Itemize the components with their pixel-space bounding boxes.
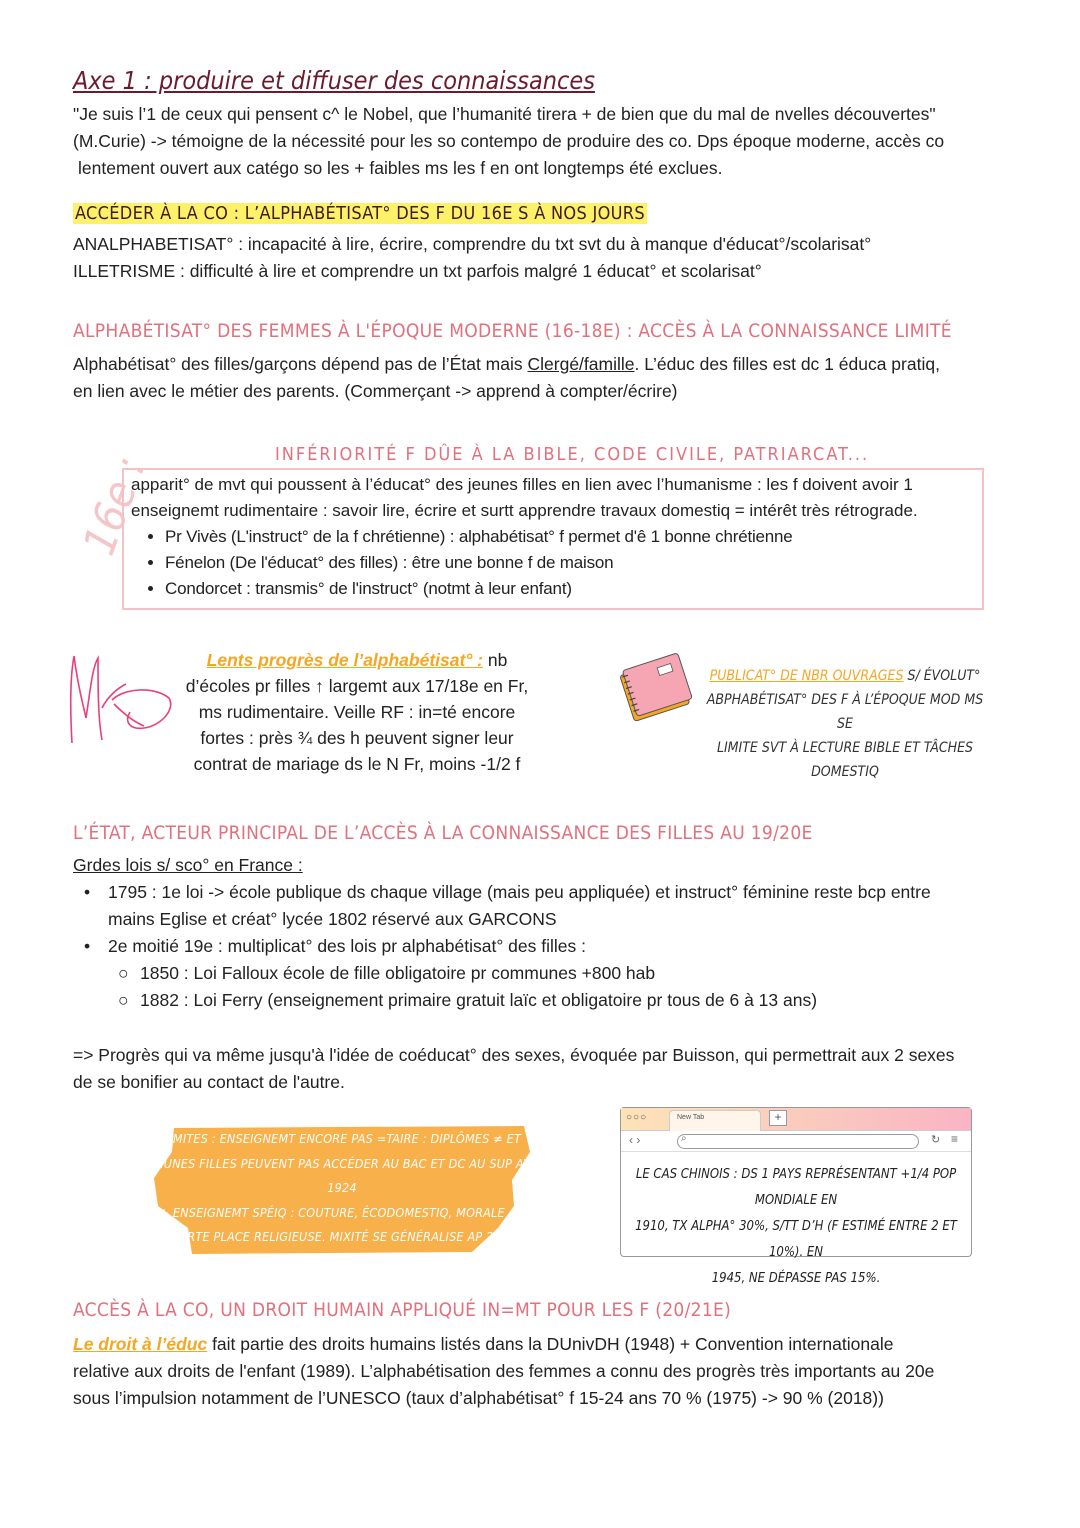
browser-tab-label: New Tab [677, 1114, 705, 1121]
progress-line: fortes : près ¾ des h peuvent signer leur [200, 728, 514, 748]
limits-line: LIMITES : ENSEIGNEMT ENCORE PAS =TAIRE : DIPLÔMES ≠ ET [162, 1131, 522, 1146]
law-19e: 2e moitié 19e : multiplicat° des lois pr alphabétisat° des filles : [108, 936, 586, 956]
clerge-famille-text: Clergé/famille [527, 354, 635, 374]
menu-icon: ≡ [951, 1132, 959, 1146]
list-item: • Condorcet : transmis° de l'instruct° (notmt à leur enfant) [165, 576, 981, 602]
century-side-label: 16e : [73, 449, 157, 562]
progress-first-line: Lents progrès de l’alphabétisat° : nb [206, 650, 508, 670]
section-heading-human-right: ACCÈS À LA CO, UN DROIT HUMAIN APPLIQUÉ IN=MT POUR LES F (20/21E) [73, 1299, 732, 1321]
section-heading-state: L’ÉTAT, ACTEUR PRINCIPAL DE L’ACCÈS À LA CONNAISSANCE DES FILLES AU 19/20E [73, 822, 813, 844]
box-line: apparit° de mvt qui poussent à l’éducat° des jeunes filles en lien avec l’humanisme : les f doivent avoir 1 [131, 475, 913, 494]
limits-line: FORTE PLACE RELIGIEUSE. MIXITÉ SE GÉNÉRALISE AP 2GM [171, 1229, 513, 1244]
intro-line: lentement ouvert aux catégo so les + faibles ms les f en ont longtemps été exclues. [78, 158, 723, 178]
modern-era-line: en lien avec le métier des parents. (Commerçant -> apprend à compter/écrire) [73, 381, 678, 401]
progress-line: d’écoles pr filles ↑ largemt aux 17/18e en Fr, [185, 676, 529, 696]
definition-illettrisme: ILLETRISME : difficulté à lire et comprendre un txt parfois malgré 1 éducat° et scolarisat° [73, 261, 762, 281]
laws-list: • 1795 : 1e loi -> école publique ds chaque village (mais peu appliquée) et instruct° féminine reste bcp entre mains Eglise et créat° lycée 1802 réservé aux GARCONS • 2e moitié 19e : multiplicat° des lois pr alphabétisat° des filles : ○ 1850 : Loi Falloux école de fille obligatoire pr communes +800 hab ○ 1882 : Loi Ferry (enseignement primaire gratuit laïc et obligatoire pr tous de 6 à 13 ans) [84, 879, 1044, 1014]
modern-era-paragraph [73, 351, 1033, 405]
inferiority-subheading: INFÉRIORITÉ F DÛE À LA BIBLE, CODE CIVILE, PATRIARCAT... [275, 444, 870, 465]
publications-note-line: LIMITE SVT À LECTURE BIBLE ET TÂCHES DOMESTIQ [716, 740, 974, 780]
notebook-icon [612, 655, 702, 725]
list-item: • Fénelon (De l'éducat° des filles) : être une bonne f de maison [165, 550, 981, 576]
definition-analphabetisation: ANALPHABETISAT° : incapacité à lire, écrire, comprendre du txt svt du à manque d'éducat°/scolarisat° [73, 234, 872, 254]
slow-progress-paragraph [172, 647, 542, 777]
window-controls-icon: ○○○ [626, 1112, 648, 1123]
list-item: • Pr Vivès (L'instruct° de la f chrétienne) : alphabétisat° f permet d'ê 1 bonne chrétienne [165, 524, 981, 550]
human-right-line: Le droit à l’éduc fait partie des droits humains listés dans la DUnivDH (1948) + Convention internationale [73, 1334, 894, 1354]
definitions [73, 231, 1033, 285]
law-1795-continued: mains Eglise et créat° lycée 1802 réservé aux GARCONS [108, 909, 557, 929]
coeducation-paragraph [73, 1042, 1033, 1096]
chinese-case-line: LE CAS CHINOIS : DS 1 PAYS REPRÉSENTANT +1/4 POP MONDIALE EN [635, 1167, 957, 1208]
progress-title: Lents progrès de l’alphabétisat° : [206, 650, 484, 670]
address-input [677, 1134, 919, 1149]
section-heading-modern-era: ALPHABÉTISAT° DES FEMMES À L'ÉPOQUE MODERNE (16-18E) : ACCÈS À LA CONNAISSANCE LIMITÉ [73, 320, 952, 342]
intro-line: "Je suis l’1 de ceux qui pensent c^ le Nobel, que l’humanité tirera + de bien que du mal de nvelles découvertes" [73, 104, 936, 124]
right-to-education-text: Le droit à l’éduc [73, 1334, 208, 1354]
search-icon: ⌕ [681, 1133, 687, 1144]
progress-line: ms rudimentaire. Veille RF : in=té encore [198, 702, 516, 722]
limits-text [152, 1127, 532, 1274]
signature-scribble [64, 648, 179, 748]
limits-line: + IN=TÉ COLONIALE (-10% POP LOCALES SCOLARISÉES [180, 1253, 504, 1269]
new-tab-button: + [769, 1110, 787, 1126]
limits-line: + ENSEIGNEMT SPÉIQ : COUTURE, ÉCODOMESTIQ, MORALE AC [159, 1204, 525, 1220]
law-ferry: 1882 : Loi Ferry (enseignement primaire gratuit laïc et obligatoire pr tous de 6 à 13 ans) [140, 990, 818, 1010]
box-line: enseignemt rudimentaire : savoir lire, écrire et surtt apprendre travaux domestiq = intérêt très rétrograde. [131, 501, 918, 520]
coeducation-line: => Progrès qui va même jusqu'à l'idée de coéducat° des sexes, évoquée par Buisson, qui permettrait aux 2 sexes [73, 1045, 955, 1065]
publications-note-line: ABPHABÉTISAT° DES F À L’ÉPOQUE MOD MS SE [706, 692, 984, 732]
publications-note-link: PUBLICAT° DE NBR OUVRAGES [709, 668, 904, 684]
intro-paragraph [73, 101, 1033, 182]
modern-era-line: Alphabétisat° des filles/garçons dépend pas de l’État mais Clergé/famille. L’éduc des filles est dc 1 éduca pratiq, [73, 354, 940, 374]
human-right-line: sous l’impulsion notamment de l’UNESCO (taux d’alphabétisat° f 15-24 ans 70 % (1975) -> 90 % (2018)) [73, 1388, 884, 1408]
progress-line: contrat de mariage ds le N Fr, moins -1/2 f [193, 754, 521, 774]
laws-sublabel: Grdes lois s/ sco° en France : [73, 855, 303, 875]
law-falloux: 1850 : Loi Falloux école de fille obligatoire pr communes +800 hab [140, 963, 656, 983]
chinese-case-text [621, 1152, 971, 1292]
law-1795: 1795 : 1e loi -> école publique ds chaque village (mais peu appliquée) et instruct° féminine reste bcp entre [108, 882, 931, 902]
human-right-paragraph [73, 1331, 1008, 1412]
browser-frame [620, 1107, 972, 1286]
human-right-line: relative aux droits de l'enfant (1989). L’alphabétisation des femmes a connu des progrès très importants au 20e [73, 1361, 935, 1381]
publications-note: PUBLICAT° DE NBR OUVRAGES S/ ÉVOLUT° ABPHABÉTISAT° DES F À L’ÉPOQUE MOD MS SE LIMITE SVT À LECTURE BIBLE ET TÂCHES DOMESTIQ [700, 664, 990, 784]
intro-line: (M.Curie) -> témoigne de la nécessité pour les so contempo de produire des co. Dps époque moderne, accès co [73, 131, 945, 151]
section-heading-access: ACCÉDER À LA CO : L’ALPHABÉTISAT° DES F DU 16E S À NOS JOURS [75, 203, 645, 224]
chinese-case-line: 1945, NE DÉPASSE PAS 15%. [711, 1271, 881, 1286]
reload-icon: ↻ [931, 1134, 941, 1146]
limits-line: JEUNES FILLES PEUVENT PAS ACCÉDER AU BAC ET DC AU SUP AV 1924 [152, 1155, 532, 1195]
browser-address-bar [621, 1131, 971, 1152]
chinese-case-line: 1910, TX ALPHA° 30%, S/TT D’H (F ESTIMÉ ENTRE 2 ET 10%). EN [635, 1219, 957, 1260]
nav-arrows-icon: ‹ › [629, 1133, 641, 1147]
coeducation-line: de se bonifier au contact de l'autre. [73, 1072, 345, 1092]
humanism-box-content [131, 472, 981, 602]
page-title: Axe 1 : produire et diffuser des connaissances [73, 66, 595, 95]
browser-tab-bar [621, 1108, 971, 1131]
